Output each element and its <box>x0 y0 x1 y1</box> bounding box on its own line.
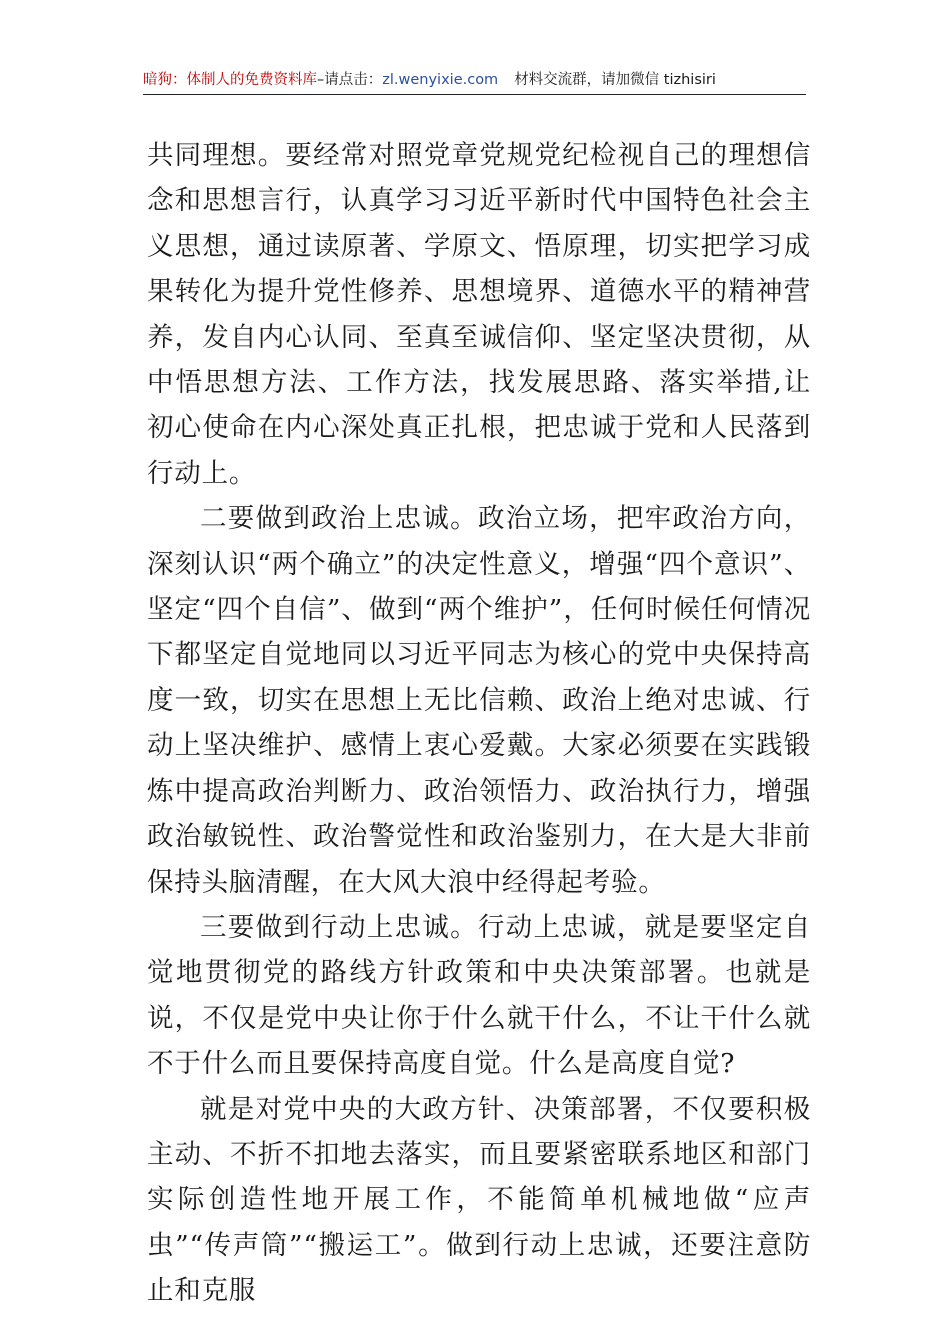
paragraph-continuation: 共同理想。要经常对照党章党规党纪检视自己的理想信念和思想言行，认真学习习近平新时代中国特色社会主义思想，通过读原著、学原文、悟原理，切实把学习成果转化为提升党性修养、思想境界、道德水平的精神营养，发自内心认同、至真至诚信仰、坚定坚决贯彻，从中悟思想方法、工作方法，找发展思路、落实举措,让初心使命在内心深处真正扎根，把忠诚于党和人民落到行动上。 <box>147 140 811 489</box>
page-header <box>143 66 806 94</box>
header-separator: –请点击： <box>317 72 383 88</box>
header-brand: 暗狗：体制人的免费资料库 <box>143 72 317 88</box>
header-contact: 材料交流群，请加微信 tizhisiri <box>514 72 716 88</box>
paragraph-high-awareness: 就是对党中央的大政方针、决策部署，不仅要积极主动、不折不扣地去落实，而且要紧密联系地区和部门实际创造性地开展工作，不能简单机械地做“应声虫”“传声筒”“搬运工”。做到行动上忠诚，还要注意防止和克服 <box>147 1093 811 1307</box>
paragraph-political-loyalty: 二要做到政治上忠诚。政治立场，把牢政治方向，深刻认识“两个确立”的决定性意义，增强“四个意识”、坚定“四个自信”、做到“两个维护”，任何时候任何情况下都坚定自觉地同以习近平同志为核心的党中央保持高度一致，切实在思想上无比信赖、政治上绝对忠诚、行动上坚决维护、感情上衷心爱戴。大家必须要在实践锻炼中提高政治判断力、政治领悟力、政治执行力，增强政治敏锐性、政治警觉性和政治鉴别力，在大是大非前保持头脑清醒，在大风大浪中经得起考验。 <box>147 503 811 898</box>
paragraph-action-loyalty: 三要做到行动上忠诚。行动上忠诚，就是要坚定自觉地贯彻党的路线方针政策和中央决策部署。也就是说，不仅是党中央让你于什么就干什么，不让干什么就不于什么而且要保持高度自觉。什么是高度自觉? <box>147 911 811 1080</box>
document-body <box>147 133 811 1314</box>
header-divider <box>143 94 806 95</box>
header-url-link[interactable]: zl.wenyixie.com <box>382 72 499 88</box>
